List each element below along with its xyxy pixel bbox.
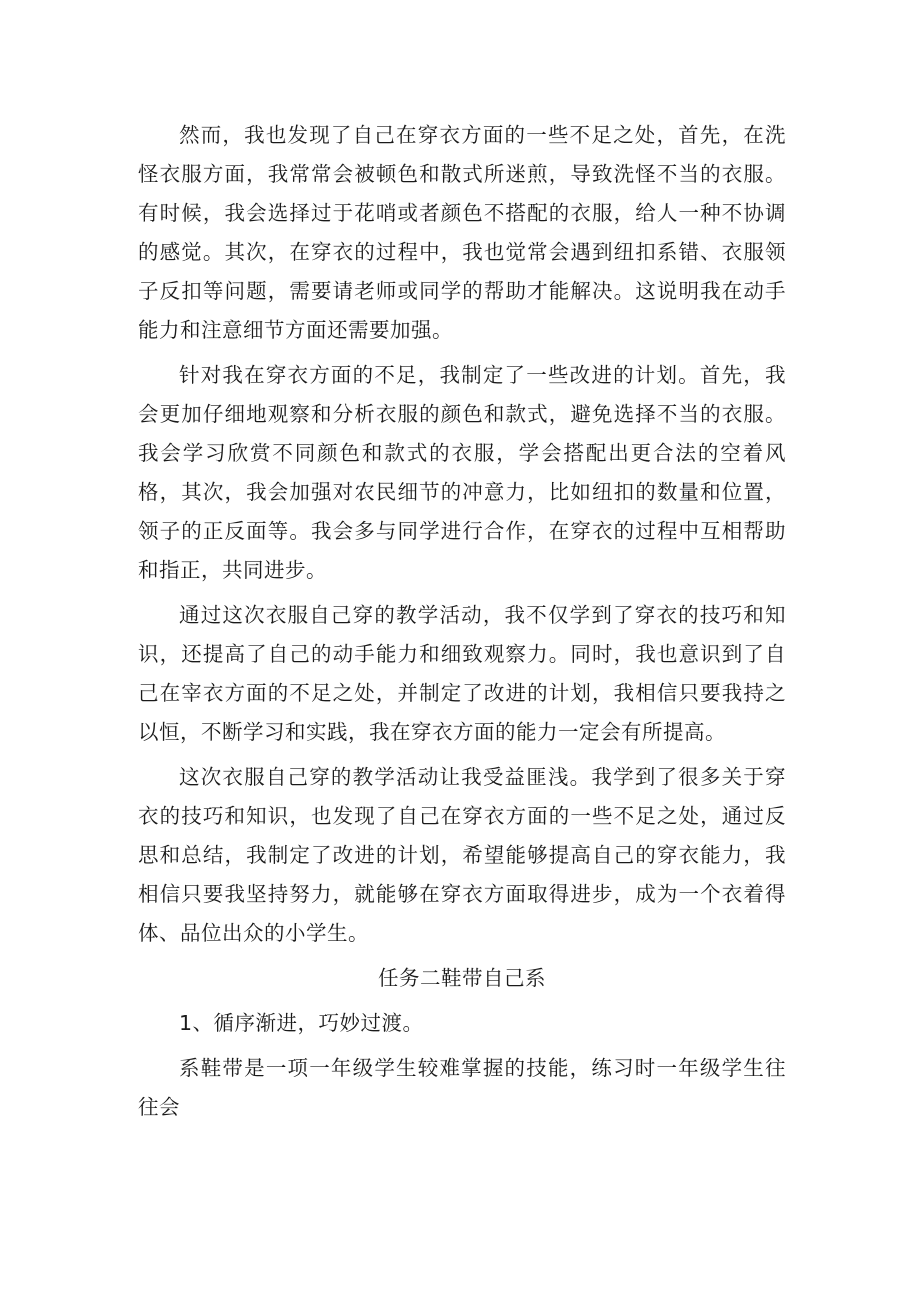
paragraph-shoelace-intro: 系鞋带是一项一年级学生较难掌握的技能，练习时一年级学生往往会 [138,1056,786,1119]
paragraph-improvement-plan: 针对我在穿衣方面的不足，我制定了一些改进的计划。首先，我会更加仔细地观察和分析衣服的颜色和款式，避免选择不当的衣服。我会学习欣赏不同颜色和款式的衣服，学会搭配出更合法的空着风格，其次，我会加强对农民细节的冲意力，比如纽扣的数量和位置，领子的正反面等。我会多与同学进行合作，在穿衣的过程中互相帮助和指正，共同进步。 [138,363,786,582]
document-body [138,116,786,1127]
list-item-step-1: 1、循序渐进，巧妙过渡。 [179,1011,424,1035]
paragraph-summary: 这次衣服自己穿的教学活动让我受益匪浅。我学到了很多关于穿衣的技巧和知识，也发现了自己在穿衣方面的一些不足之处，通过反思和总结，我制定了改进的计划，希望能够提高自己的穿衣能力，我相信只要我坚持努力，就能够在穿衣方面取得进步，成为一个衣着得体、品位出众的小学生。 [138,765,786,945]
section-title: 任务二鞋带自己系 [378,966,546,990]
paragraph-learning-outcome: 通过这次衣服自己穿的教学活动，我不仅学到了穿衣的技巧和知识，还提高了自己的动手能力和细致观察力。同时，我也意识到了自己在宰衣方面的不足之处，并制定了改进的计划，我相信只要我持之以恒，不断学习和实践，我在穿衣方面的能力一定会有所提高。 [138,603,786,744]
paragraph-shortcomings: 然而，我也发现了自己在穿衣方面的一些不足之处，首先，在洗怪衣服方面，我常常会被顿色和散式所迷煎，导致洗怪不当的衣服。有时候，我会选择过于花哨或者颜色不搭配的衣服，给人一种不协调的感觉。其次，在穿衣的过程中，我也觉常会遇到纽扣系错、衣服领子反扣等问题，需要请老师或同学的帮助才能解决。这说明我在动手能力和注意细节方面还需要加强。 [138,123,786,342]
